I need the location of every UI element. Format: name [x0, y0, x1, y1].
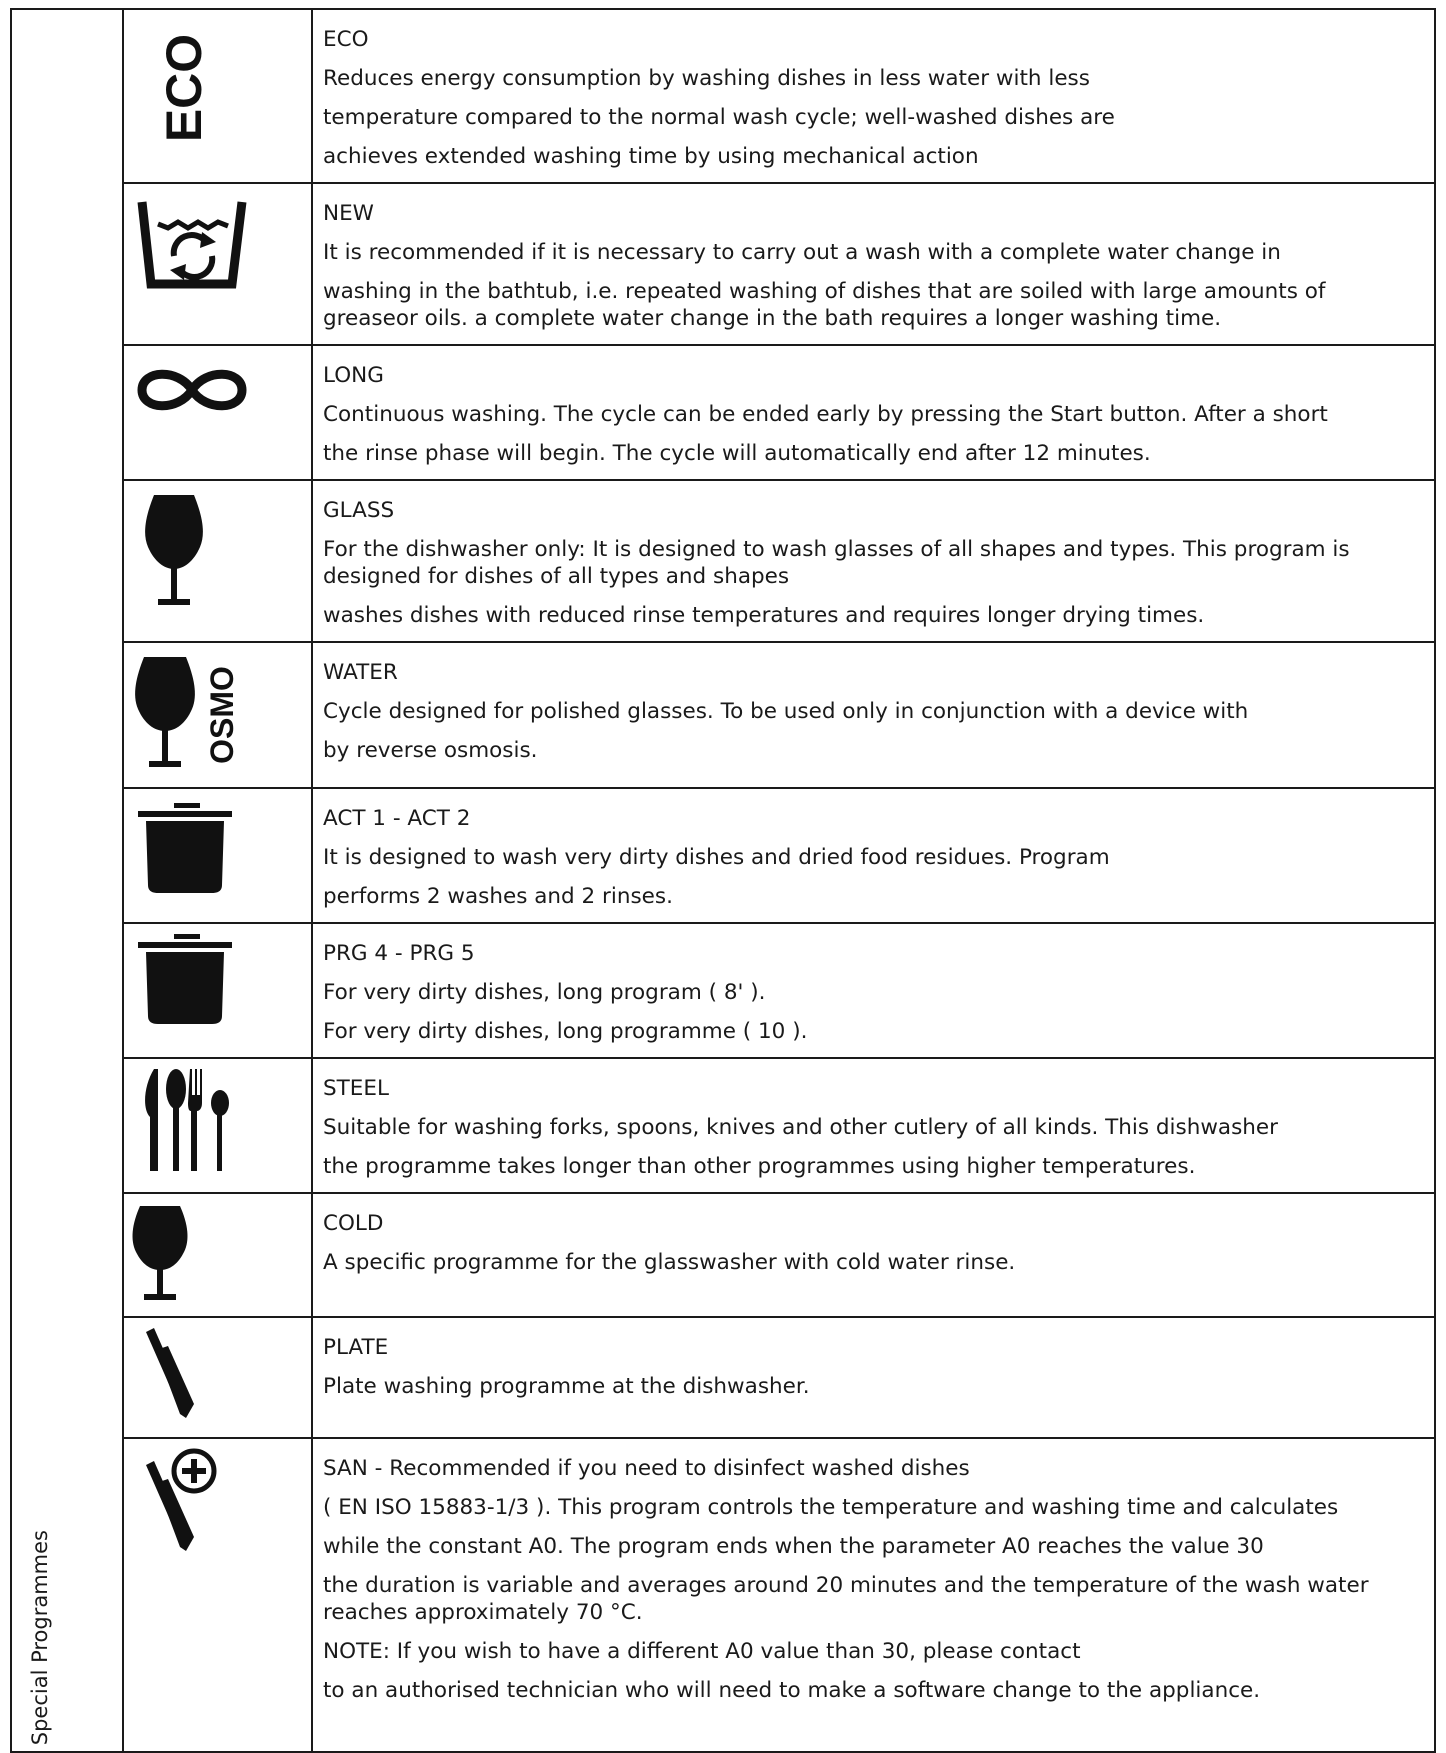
description-cell [312, 9, 1435, 183]
pot-icon [124, 924, 311, 1041]
pot-icon [124, 789, 311, 906]
description-line: For very dirty dishes, long program ( 8' ). [323, 980, 766, 1005]
programmes-table [10, 8, 1436, 1753]
svg-text:ECO: ECO [156, 33, 212, 143]
description-cell [312, 183, 1435, 345]
description-line: Plate washing programme at the dishwasher. [323, 1374, 810, 1399]
programme-title: COLD [323, 1211, 384, 1236]
wine-glass-osmo-icon [124, 643, 311, 789]
programme-title: PLATE [323, 1335, 389, 1360]
description-line: the programme takes longer than other programmes using higher temperatures. [323, 1154, 1196, 1179]
category-cell [11, 9, 123, 1752]
icon-cell [123, 788, 312, 923]
wine-glass-icon [124, 1194, 311, 1318]
svg-text:OSMO: OSMO [204, 666, 240, 764]
category-label: Special Programmes [28, 1529, 52, 1745]
icon-cell [123, 1193, 312, 1317]
description-cell [312, 1193, 1435, 1317]
description-line: Reduces energy consumption by washing dishes in less water with less [323, 66, 1090, 91]
description-line: Continuous washing. The cycle can be ended early by pressing the Start button. After a short [323, 402, 1328, 427]
programme-title: WATER [323, 660, 398, 685]
description-line: performs 2 washes and 2 rinses. [323, 884, 673, 909]
description-line: washing in the bathtub, i.e. repeated washing of dishes that are soiled with large amounts of greaseor oils. a complete water change in the bath requires a longer washing time. [323, 279, 1326, 331]
programme-row-long [11, 345, 1435, 480]
description-line: achieves extended washing time by using mechanical action [323, 144, 979, 169]
programme-row-act [11, 788, 1435, 923]
icon-cell [123, 1317, 312, 1438]
programme-row-cold [11, 1193, 1435, 1317]
water-change-basin-icon [124, 184, 311, 329]
description-cell [312, 923, 1435, 1058]
icon-cell [123, 480, 312, 642]
programme-row-new [11, 183, 1435, 345]
description-cell [312, 1317, 1435, 1438]
programme-row-eco [11, 9, 1435, 183]
description-line: A specific programme for the glasswasher with cold water rinse. [323, 1250, 1016, 1275]
programme-title: NEW [323, 201, 374, 226]
description-line: Suitable for washing forks, spoons, knives and other cutlery of all kinds. This dishwasher [323, 1115, 1278, 1140]
cutlery-icon [124, 1059, 311, 1192]
programme-title: ECO [323, 27, 369, 52]
description-cell [312, 480, 1435, 642]
programme-title: ACT 1 - ACT 2 [323, 806, 471, 831]
programme-row-water [11, 642, 1435, 788]
programme-row-san [11, 1438, 1435, 1752]
description-line: Cycle designed for polished glasses. To be used only in conjunction with a device with [323, 699, 1249, 724]
programme-title: LONG [323, 363, 384, 388]
description-line: washes dishes with reduced rinse temperatures and requires longer drying times. [323, 603, 1205, 628]
programme-row-prg [11, 923, 1435, 1058]
programme-row-steel [11, 1058, 1435, 1193]
icon-cell [123, 9, 312, 183]
icon-cell [123, 183, 312, 345]
icon-cell [123, 642, 312, 788]
programme-title: PRG 4 - PRG 5 [323, 941, 475, 966]
icon-cell [123, 345, 312, 480]
programme-title: SAN - Recommended if you need to disinfect washed dishes [323, 1456, 970, 1481]
description-line: NOTE: If you wish to have a different A0 value than 30, please contact [323, 1639, 1081, 1664]
description-line: the duration is variable and averages around 20 minutes and the temperature of the wash water reaches approximately 70 °C. [323, 1573, 1369, 1625]
description-line: It is recommended if it is necessary to carry out a wash with a complete water change in [323, 240, 1281, 265]
programme-row-glass [11, 480, 1435, 642]
wine-glass-icon [124, 481, 311, 625]
infinity-icon [124, 346, 311, 462]
programme-title: STEEL [323, 1076, 389, 1101]
programme-row-plate [11, 1317, 1435, 1438]
description-cell [312, 1438, 1435, 1752]
description-line: temperature compared to the normal wash cycle; well-washed dishes are [323, 105, 1115, 130]
icon-cell [123, 1058, 312, 1193]
icon-cell [123, 1438, 312, 1752]
eco-text-icon [124, 10, 311, 166]
description-line: by reverse osmosis. [323, 738, 538, 763]
description-line: ( EN ISO 15883-1/3 ). This program controls the temperature and washing time and calculates [323, 1495, 1339, 1520]
description-line: while the constant A0. The program ends when the parameter A0 reaches the value 30 [323, 1534, 1264, 1559]
description-line: the rinse phase will begin. The cycle will automatically end after 12 minutes. [323, 441, 1151, 466]
description-line: For very dirty dishes, long programme ( 10 ). [323, 1019, 808, 1044]
description-line: For the dishwasher only: It is designed to wash glasses of all shapes and types. This program is designed for dishes of all types and shapes [323, 537, 1350, 589]
description-cell [312, 1058, 1435, 1193]
description-line: to an authorised technician who will need to make a software change to the appliance. [323, 1678, 1261, 1703]
plate-icon [124, 1318, 311, 1439]
plate-sanitize-icon [124, 1439, 311, 1753]
description-cell [312, 642, 1435, 788]
programmes-sheet [10, 8, 1436, 1743]
icon-cell [123, 923, 312, 1058]
description-cell [312, 788, 1435, 923]
programme-title: GLASS [323, 498, 395, 523]
description-line: It is designed to wash very dirty dishes and dried food residues. Program [323, 845, 1110, 870]
description-cell [312, 345, 1435, 480]
